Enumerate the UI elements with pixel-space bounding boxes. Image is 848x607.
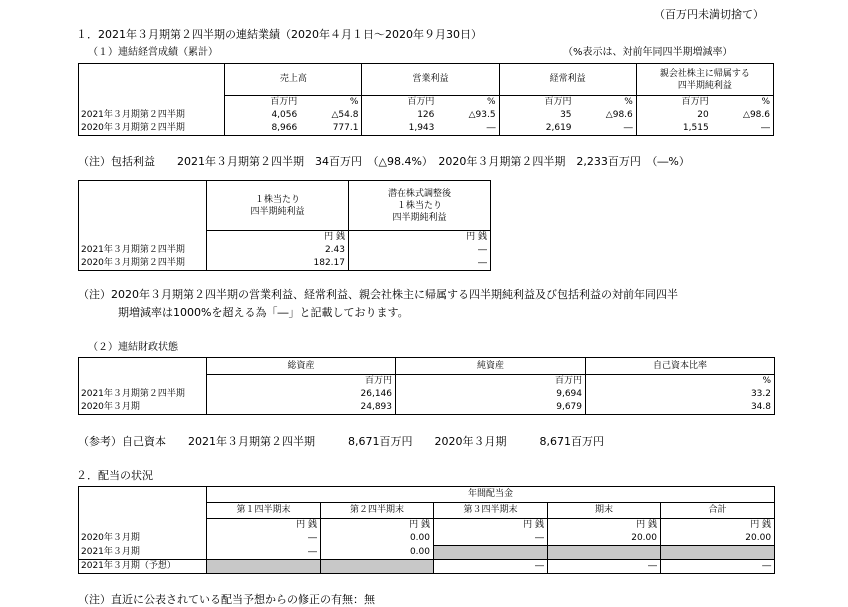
financial-title: （２）連結財政状態 bbox=[88, 342, 178, 353]
results-title: （１）連結経営成績（累計） bbox=[88, 47, 218, 58]
corner-cell bbox=[79, 64, 225, 96]
results-table: 売上高 営業利益 経常利益 親会社株主に帰属する 四半期純利益 百万円 % 百万円 % 百万円 % 百万円 % 2021年３月期第２四半期 4,056 △54.8 126 △93.5 35 △98.6 20 △98.6 2020年３月期第２四半期 8,966 777.1 1,943 ― 2,619 ― 1,515 ― bbox=[78, 63, 774, 136]
table-row: 2021年３月期 ― 0.00 bbox=[79, 546, 775, 560]
unit-amount: 百万円 bbox=[225, 96, 300, 110]
table-row: 2020年３月期第２四半期 182.17 ― bbox=[79, 257, 491, 271]
header-q2-end: 第２四半期末 bbox=[321, 503, 434, 519]
header-year-end: 期末 bbox=[548, 503, 661, 519]
eps-table: １株当たり 四半期純利益 潜在株式調整後 １株当たり 四半期純利益 円 銭 円 銭 2021年３月期第２四半期 2.43 ― 2020年３月期第２四半期 182.17 ― bbox=[78, 180, 491, 271]
header-equity-ratio: 自己資本比率 bbox=[586, 358, 775, 375]
table-row: 2020年３月期 ― 0.00 ― 20.00 20.00 bbox=[79, 532, 775, 546]
header-net-income: 親会社株主に帰属する 四半期純利益 bbox=[636, 64, 773, 96]
header-eps: １株当たり 四半期純利益 bbox=[207, 181, 349, 231]
header-q3-end: 第３四半期末 bbox=[434, 503, 548, 519]
header-q1-end: 第１四半期末 bbox=[207, 503, 321, 519]
equity-note: （参考）自己資本 2021年３月期第２四半期 8,671百万円 2020年３月期 8,671百万円 bbox=[78, 435, 604, 448]
header-operating-income: 営業利益 bbox=[362, 64, 499, 96]
unit-pct: % bbox=[300, 96, 362, 110]
dividend-note: （注）直近に公表されている配当予想からの修正の有無：無 bbox=[78, 593, 375, 606]
unit-note: （百万円未満切捨て） bbox=[654, 8, 764, 21]
table-row: 2020年３月期 24,893 9,679 34.8 bbox=[79, 401, 775, 415]
section1-title: １．2021年３月期第２四半期の連結業績（2020年４月１日～2020年９月30日） bbox=[76, 28, 482, 41]
header-annual-dividend: 年間配当金 bbox=[207, 487, 775, 503]
header-net-assets: 純資産 bbox=[396, 358, 586, 375]
dividends-title: ２．配当の状況 bbox=[76, 469, 153, 482]
header-diluted-eps: 潜在株式調整後 １株当たり 四半期純利益 bbox=[349, 181, 491, 231]
header-total: 合計 bbox=[661, 503, 775, 519]
header-total-assets: 総資産 bbox=[207, 358, 396, 375]
financial-table: 総資産 純資産 自己資本比率 百万円 百万円 % 2021年３月期第２四半期 26,146 9,694 33.2 2020年３月期 24,893 9,679 34.8 bbox=[78, 357, 775, 415]
table-row: 2021年３月期第２四半期 2.43 ― bbox=[79, 244, 491, 257]
header-ordinary-income: 経常利益 bbox=[499, 64, 636, 96]
eps-note-line2: 期増減率は1000%を超える為「―」と記載しております。 bbox=[118, 306, 409, 319]
table-row: 2021年３月期（予想） ― ― ― bbox=[79, 560, 775, 574]
header-sales: 売上高 bbox=[225, 64, 362, 96]
dividends-table: 年間配当金 第１四半期末 第２四半期末 第３四半期末 期末 合計 円 銭 円 銭 円 銭 円 銭 円 銭 2020年３月期 ― 0.00 ― 20.00 20.00 2021年３月期 ― 0.00 2021年３月期（予想） ― ― ― bbox=[78, 486, 775, 574]
eps-note-line1: （注）2020年３月期第２四半期の営業利益、経常利益、親会社株主に帰属する四半期純利益及び包括利益の対前年同四半 bbox=[78, 288, 678, 301]
table-row: 2020年３月期第２四半期 8,966 777.1 1,943 ― 2,619 ― 1,515 ― bbox=[79, 122, 774, 136]
table-row: 2021年３月期第２四半期 26,146 9,694 33.2 bbox=[79, 388, 775, 401]
pct-note: （%表示は、対前年同四半期増減率） bbox=[563, 47, 733, 58]
comprehensive-income-note: （注）包括利益 2021年３月期第２四半期 34百万円 （△98.4%） 2020年３月期第２四半期 2,233百万円 （―%） bbox=[78, 155, 690, 168]
table-row: 2021年３月期第２四半期 4,056 △54.8 126 △93.5 35 △98.6 20 △98.6 bbox=[79, 109, 774, 122]
